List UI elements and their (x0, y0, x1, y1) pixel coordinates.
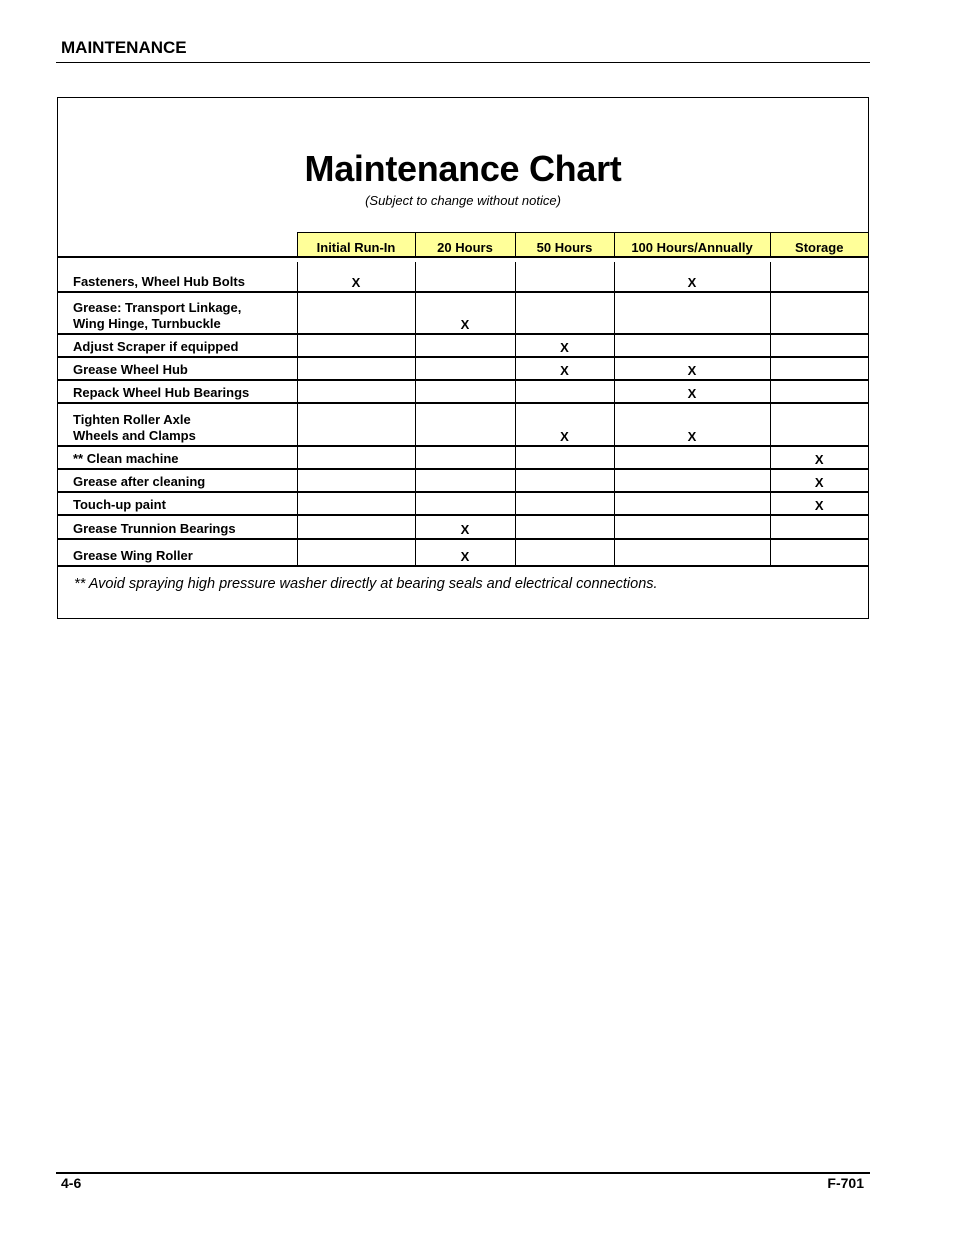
task-label (58, 539, 297, 566)
interval-mark (297, 539, 415, 566)
interval-mark (415, 357, 515, 380)
page-number: 4-6 (61, 1175, 82, 1191)
interval-mark: X (770, 446, 868, 469)
maintenance-table (58, 232, 868, 567)
interval-mark (614, 292, 770, 334)
table-row (58, 515, 868, 539)
interval-mark (415, 380, 515, 403)
task-label (58, 380, 297, 403)
interval-mark (415, 334, 515, 357)
interval-mark (770, 262, 868, 292)
table-row (58, 380, 868, 403)
interval-mark: X (614, 262, 770, 292)
interval-mark (614, 446, 770, 469)
interval-mark: X (515, 403, 614, 446)
section-title: MAINTENANCE (61, 38, 187, 57)
column-header: 100 Hours/Annually (614, 233, 770, 258)
header-rule (56, 62, 870, 63)
column-header: 50 Hours (515, 233, 614, 258)
table-row (58, 469, 868, 492)
task-label-line: Grease Wheel Hub (73, 362, 188, 377)
task-label (58, 515, 297, 539)
interval-mark (515, 515, 614, 539)
task-label-line: Tighten Roller Axle (73, 412, 191, 427)
interval-mark (515, 446, 614, 469)
interval-mark (770, 403, 868, 446)
chart-title: Maintenance Chart (304, 148, 622, 189)
table-row (58, 292, 868, 334)
interval-mark (415, 446, 515, 469)
interval-mark (614, 469, 770, 492)
interval-mark: X (415, 515, 515, 539)
column-header: Storage (770, 233, 868, 258)
task-label (58, 292, 297, 334)
interval-mark (297, 403, 415, 446)
table-header-row (58, 233, 868, 258)
task-label-line: Touch-up paint (73, 497, 166, 512)
interval-mark (515, 380, 614, 403)
header-blank-cell (58, 233, 297, 258)
interval-mark (614, 515, 770, 539)
interval-mark (297, 469, 415, 492)
task-label-line: ** Clean machine (73, 451, 179, 466)
interval-mark: X (415, 292, 515, 334)
task-label-line: Wing Hinge, Turnbuckle (73, 316, 221, 331)
interval-mark (515, 492, 614, 515)
task-label-line: Adjust Scraper if equipped (73, 339, 239, 354)
table-row (58, 446, 868, 469)
interval-mark (297, 357, 415, 380)
table-row (58, 334, 868, 357)
table-row (58, 262, 868, 292)
interval-mark (515, 539, 614, 566)
interval-mark (614, 539, 770, 566)
interval-mark: X (614, 403, 770, 446)
table-row (58, 539, 868, 566)
interval-mark (614, 334, 770, 357)
table-row (58, 357, 868, 380)
task-label (58, 403, 297, 446)
task-label (58, 469, 297, 492)
task-label-line: Grease: Transport Linkage, (73, 300, 242, 315)
interval-mark (297, 515, 415, 539)
column-header: 20 Hours (415, 233, 515, 258)
task-label (58, 262, 297, 292)
interval-mark: X (614, 357, 770, 380)
interval-mark (415, 469, 515, 492)
column-header: Initial Run-In (297, 233, 415, 258)
task-label-line: Grease after cleaning (73, 474, 206, 489)
interval-mark (770, 380, 868, 403)
interval-mark: X (415, 539, 515, 566)
interval-mark (770, 334, 868, 357)
table-row (58, 492, 868, 515)
task-label (58, 492, 297, 515)
interval-mark: X (770, 492, 868, 515)
interval-mark: X (770, 469, 868, 492)
interval-mark: X (297, 262, 415, 292)
footer-rule (56, 1172, 870, 1174)
interval-mark: X (515, 334, 614, 357)
task-label-line: Grease Wing Roller (73, 548, 193, 563)
interval-mark (515, 262, 614, 292)
task-label (58, 334, 297, 357)
task-label-line: Wheels and Clamps (73, 428, 196, 443)
interval-mark (770, 292, 868, 334)
document-code: F-701 (827, 1175, 864, 1191)
interval-mark: X (515, 357, 614, 380)
interval-mark (415, 403, 515, 446)
interval-mark: X (614, 380, 770, 403)
interval-mark (297, 292, 415, 334)
footnote: ** Avoid spraying high pressure washer directly at bearing seals and electrical connections. (74, 576, 658, 592)
interval-mark (297, 446, 415, 469)
task-label (58, 357, 297, 380)
task-label (58, 446, 297, 469)
interval-mark (415, 262, 515, 292)
interval-mark (415, 492, 515, 515)
interval-mark (770, 357, 868, 380)
maintenance-chart (57, 97, 869, 619)
interval-mark (770, 539, 868, 566)
interval-mark (297, 334, 415, 357)
interval-mark (515, 292, 614, 334)
interval-mark (297, 492, 415, 515)
interval-mark (515, 469, 614, 492)
chart-subtitle: (Subject to change without notice) (365, 193, 561, 208)
interval-mark (770, 515, 868, 539)
task-label-line: Grease Trunnion Bearings (73, 521, 236, 536)
table-row (58, 403, 868, 446)
interval-mark (297, 380, 415, 403)
interval-mark (614, 492, 770, 515)
task-label-line: Fasteners, Wheel Hub Bolts (73, 274, 245, 289)
task-label-line: Repack Wheel Hub Bearings (73, 385, 250, 400)
